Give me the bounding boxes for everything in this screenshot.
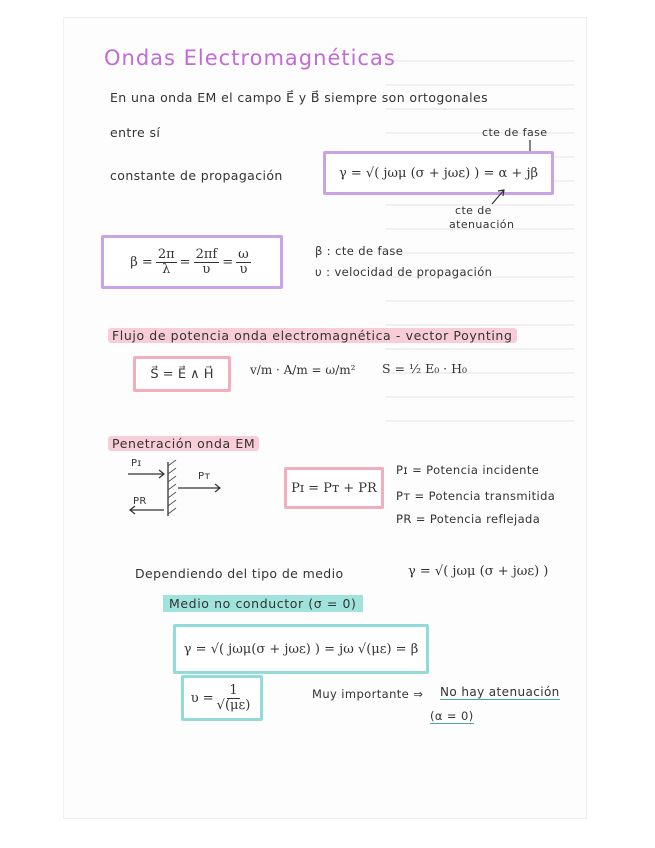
nonconductor-heading-text: Medio no conductor (σ = 0) [163, 595, 363, 612]
beta-fraction-3 [236, 248, 251, 277]
power-sum-box [284, 467, 384, 509]
frac3-den: υ [239, 261, 248, 277]
nonconductor-gamma-box [173, 624, 429, 674]
beta-prefix: β = [130, 254, 153, 270]
propagation-label: constante de propagación [110, 168, 283, 183]
poynting-magnitude: S = ½ E₀ · H₀ [382, 361, 468, 376]
beta-formula-box: β = $\frac{2\pi}{\lambda}$ = $\frac{2\pi f}{\upsilon}$ = $\frac{\omega}{\upsilon}$ [101, 235, 283, 289]
power-transmitted-def: Pт = Potencia transmitida [396, 489, 556, 503]
frac2-den: υ [202, 261, 211, 277]
poynting-units: v/m · A/m = ω/m² [250, 363, 356, 377]
alpha-zero-note: (α = 0) [430, 709, 474, 723]
velocity-num: 1 [229, 682, 238, 698]
beta-fraction-2 [194, 248, 220, 277]
poynting-heading [108, 328, 517, 343]
velocity-box [181, 675, 263, 721]
label-pr: PR [133, 496, 147, 507]
beta-legend-1: β : cte de fase [315, 244, 404, 258]
frac3-num: ω [238, 246, 249, 262]
frac2-num: 2πf [195, 246, 218, 262]
poynting-vector-box [133, 356, 231, 392]
page-title: Ondas Electromagnéticas [104, 46, 396, 70]
attenuation-note-1: cte de [455, 204, 492, 217]
nonconductor-gamma: γ = √( jωμ(σ + jωε) ) = jω √(με) = β [183, 641, 419, 657]
intro-line-1: En una onda EM el campo E⃗ y B⃗ siempre son ortogonales [110, 90, 489, 105]
frac1-den: λ [162, 261, 171, 277]
frac1-num: 2π [157, 246, 175, 262]
power-sum: Pɪ = Pт + PR [291, 480, 377, 496]
power-reflected-def: PR = Potencia reflejada [396, 512, 541, 526]
intro-line-2: entre sí [110, 125, 161, 140]
phase-constant-note: cte de fase [482, 126, 548, 139]
propagation-formula-box [323, 151, 554, 195]
penetration-heading [108, 436, 259, 451]
label-pt: Pт [198, 471, 211, 482]
medium-text: Dependiendo del tipo de medio [135, 566, 344, 581]
beta-legend-2: υ : velocidad de propagación [315, 265, 493, 279]
no-attenuation-note: No hay atenuación [440, 685, 560, 699]
poynting-vector: S⃗ = E⃗ ∧ H⃗ [150, 366, 214, 382]
poynting-heading-text: Flujo de potencia onda electromagnética - vector Poynting [108, 328, 517, 343]
velocity-fraction [217, 684, 251, 713]
label-pi: Pɪ [131, 458, 142, 469]
medium-formula: γ = √( jωμ (σ + jωε) ) [408, 564, 549, 579]
nonconductor-heading [163, 596, 363, 611]
propagation-formula: γ = √( jωμ (σ + jωε) ) = α + jβ [338, 165, 538, 181]
velocity-prefix: υ = [190, 690, 214, 706]
important-note: Muy importante ⇒ [312, 687, 424, 701]
beta-fraction-1 [156, 248, 177, 277]
attenuation-note-2: atenuación [449, 218, 515, 231]
penetration-heading-text: Penetración onda EM [108, 436, 259, 451]
power-incident-def: Pɪ = Potencia incidente [396, 463, 540, 477]
velocity-den: √(με) [216, 697, 251, 713]
attenuation-arrow-icon [490, 186, 510, 206]
